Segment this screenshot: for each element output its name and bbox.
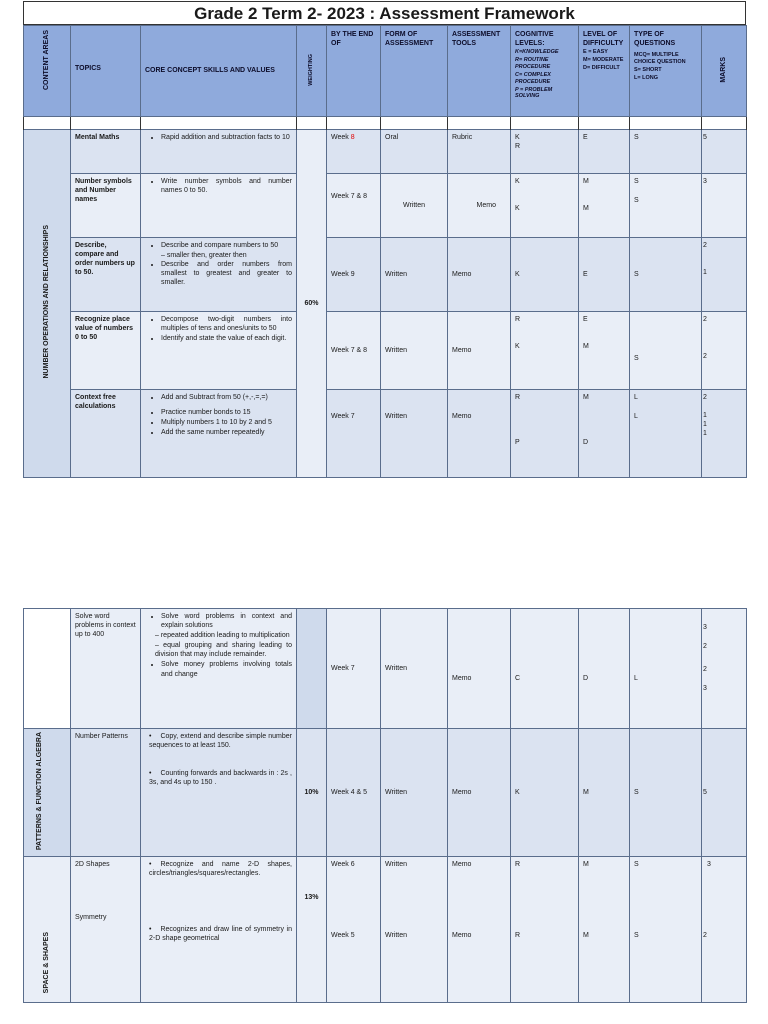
spacer-row <box>24 117 747 130</box>
marks-cell: 2 2 <box>702 312 747 390</box>
marks-cell: 2 1 <box>702 238 747 312</box>
tool-cell: Memo Memo <box>448 857 511 1003</box>
qtype-cell: S <box>630 238 702 312</box>
skills-cell: • Copy, extend and describe simple number sequences to at least 150. • Counting forwards and backwards in : 2s , 3s, and 4s up to 150 . <box>141 729 297 857</box>
tool-cell: Memo <box>448 174 511 238</box>
header-cognitive: COGNITIVE LEVELS: K=KNOWLEDGE R= ROUTINE PROCEDURE C= COMPLEX PROCEDURE P = PROBLEM SOLVING <box>511 26 579 117</box>
marks-cell: 5 <box>702 729 747 857</box>
header-skills: CORE CONCEPT SKILLS AND VALUES <box>141 26 297 117</box>
cognitive-cell: R R <box>511 857 579 1003</box>
topic-cell: Solve word problems in context up to 400 <box>71 609 141 729</box>
content-area-patterns: PATTERNS & FUNCTION ALGEBRA <box>24 729 71 857</box>
cognitive-cell: K <box>511 729 579 857</box>
cognitive-cell: R K <box>511 312 579 390</box>
week-cell: Week 8 <box>327 130 381 174</box>
header-marks: MARKS <box>702 26 747 117</box>
topic-cell: Number Patterns <box>71 729 141 857</box>
topic-cell: Mental Maths <box>71 130 141 174</box>
difficulty-cell: E <box>579 130 630 174</box>
qtype-legend-s: S= SHORT <box>634 66 662 73</box>
form-cell: Written <box>381 390 448 478</box>
week-cell: Week 6 Week 5 <box>327 857 381 1003</box>
header-content-areas: CONTENT AREAS <box>24 26 71 117</box>
qtype-legend-l: L= LONG <box>634 74 658 81</box>
form-cell: Written <box>381 174 448 238</box>
qtype-cell: S S <box>630 857 702 1003</box>
cognitive-legend-c: C= COMPLEX PROCEDURE <box>515 71 551 85</box>
difficulty-cell: M <box>579 729 630 857</box>
cognitive-cell: K R <box>511 130 579 174</box>
marks-cell: 3 2 2 3 <box>702 609 747 729</box>
qtype-legend-mcq: MCQ= MULTIPLE CHOICE QUESTION <box>634 52 686 66</box>
difficulty-cell: E <box>579 238 630 312</box>
difficulty-cell: M M <box>579 857 630 1003</box>
form-cell: Oral <box>381 130 448 174</box>
weighting-cell: 10% <box>297 729 327 857</box>
content-area-space-shapes: SPACE & SHAPES <box>24 857 71 1003</box>
qtype-cell: S <box>630 729 702 857</box>
tool-cell: Memo <box>448 390 511 478</box>
week-cell: Week 7 <box>327 609 381 729</box>
header-by-end: BY THE END OF <box>327 26 381 117</box>
assessment-table-continued <box>23 608 747 1003</box>
marks-cell: 2 1 1 1 <box>702 390 747 478</box>
qtype-cell: S <box>630 130 702 174</box>
topic-cell: Recognize place value of numbers 0 to 50 <box>71 312 141 390</box>
table-row <box>24 130 747 174</box>
cognitive-legend-p: P = PROBLEM SOLVING <box>515 86 553 100</box>
topic-cell: Describe, compare and order numbers up to 50. <box>71 238 141 312</box>
header-form: FORM OF ASSESSMENT <box>381 26 448 117</box>
skills-cell: • Recognize and name 2-D shapes, circles/triangles/squares/rectangles. • Recognizes and draw line of symmetry in 2-D shape geometrical <box>141 857 297 1003</box>
tool-cell: Memo <box>448 609 511 729</box>
form-cell: Written <box>381 312 448 390</box>
form-cell: Written <box>381 609 448 729</box>
qtype-cell: S S <box>630 174 702 238</box>
tool-cell: Memo <box>448 729 511 857</box>
weighting-cell: 60% <box>297 130 327 478</box>
topic-cell: Context free calculations <box>71 390 141 478</box>
form-cell: Written <box>381 238 448 312</box>
content-area-blank <box>24 609 71 729</box>
table-row <box>24 390 747 478</box>
cognitive-cell: K <box>511 238 579 312</box>
marks-cell: 3 2 <box>702 857 747 1003</box>
week-cell: Week 4 & 5 <box>327 729 381 857</box>
skills-cell: • Describe and compare numbers to 50 – smaller then, greater then • Describe and order numbers from smallest to greatest and greater to smaller. <box>141 238 297 312</box>
assessment-table-number-operations <box>23 25 747 478</box>
cognitive-cell: R P <box>511 390 579 478</box>
difficulty-legend-d: D= DIFFICULT <box>583 64 620 71</box>
content-area-number-operations: NUMBER OPERATIONS AND RELATIONSHIPS <box>24 130 71 478</box>
week-cell: Week 7 & 8 <box>327 174 381 238</box>
difficulty-cell: D <box>579 609 630 729</box>
skills-cell: • Write number symbols and number names 0 to 50. <box>141 174 297 238</box>
qtype-cell: L L <box>630 390 702 478</box>
skills-cell: • Solve word problems in context and explain solutions – repeated addition leading to multiplication – equal grouping and sharing leading to division that may include remainder. • Solve money problems involving totals and change <box>141 609 297 729</box>
weighting-cell <box>297 609 327 729</box>
table-row <box>24 729 747 857</box>
cognitive-legend-r: R= ROUTINE PROCEDURE <box>515 57 551 70</box>
tool-cell: Memo <box>448 312 511 390</box>
difficulty-legend-m: M= MODERATE <box>583 57 624 64</box>
difficulty-cell: M D <box>579 390 630 478</box>
header-topics: TOPICS <box>71 26 141 117</box>
weighting-cell: 13% <box>297 857 327 1003</box>
header-tools: ASSESSMENT TOOLS <box>448 26 511 117</box>
header-question-type: TYPE OF QUESTIONS MCQ= MULTIPLE CHOICE QUESTION S= SHORT L= LONG <box>630 26 702 117</box>
topic-cell: Number symbols and Number names <box>71 174 141 238</box>
header-row <box>24 26 747 117</box>
cognitive-cell: C <box>511 609 579 729</box>
difficulty-legend-e: E = EASY <box>583 49 608 56</box>
table-row <box>24 312 747 390</box>
difficulty-cell: E M <box>579 312 630 390</box>
table-row <box>24 174 747 238</box>
qtype-cell: L <box>630 609 702 729</box>
tool-cell: Rubric <box>448 130 511 174</box>
form-cell: Written <box>381 729 448 857</box>
tool-cell: Memo <box>448 238 511 312</box>
header-difficulty: LEVEL OF DIFFICULTY E = EASY M= MODERATE D= DIFFICULT <box>579 26 630 117</box>
table-row <box>24 609 747 729</box>
table-row <box>24 238 747 312</box>
skills-cell: • Add and Subtract from 50 (+,-,=,=) • Practice number bonds to 15 • Multiply numbers 1 to 10 by 2 and 5 • Add the same number repeatedly <box>141 390 297 478</box>
marks-cell: 3 <box>702 174 747 238</box>
cognitive-cell: K K <box>511 174 579 238</box>
form-cell: Written Written <box>381 857 448 1003</box>
week-cell: Week 7 <box>327 390 381 478</box>
page-title: Grade 2 Term 2- 2023 : Assessment Framework <box>23 1 746 25</box>
week-cell: Week 9 <box>327 238 381 312</box>
skills-cell: • Rapid addition and subtraction facts to 10 <box>141 130 297 174</box>
cognitive-legend-k: K=KNOWLEDGE <box>515 49 559 56</box>
week-cell: Week 7 & 8 <box>327 312 381 390</box>
table-row <box>24 857 747 1003</box>
marks-cell: 5 <box>702 130 747 174</box>
topic-cell: 2D Shapes Symmetry <box>71 857 141 1003</box>
qtype-cell: S <box>630 312 702 390</box>
difficulty-cell: M M <box>579 174 630 238</box>
header-weighting: WEIGHTING <box>297 26 327 117</box>
skills-cell: • Decompose two-digit numbers into multiples of tens and ones/units to 50 • Identify and state the value of each digit. <box>141 312 297 390</box>
